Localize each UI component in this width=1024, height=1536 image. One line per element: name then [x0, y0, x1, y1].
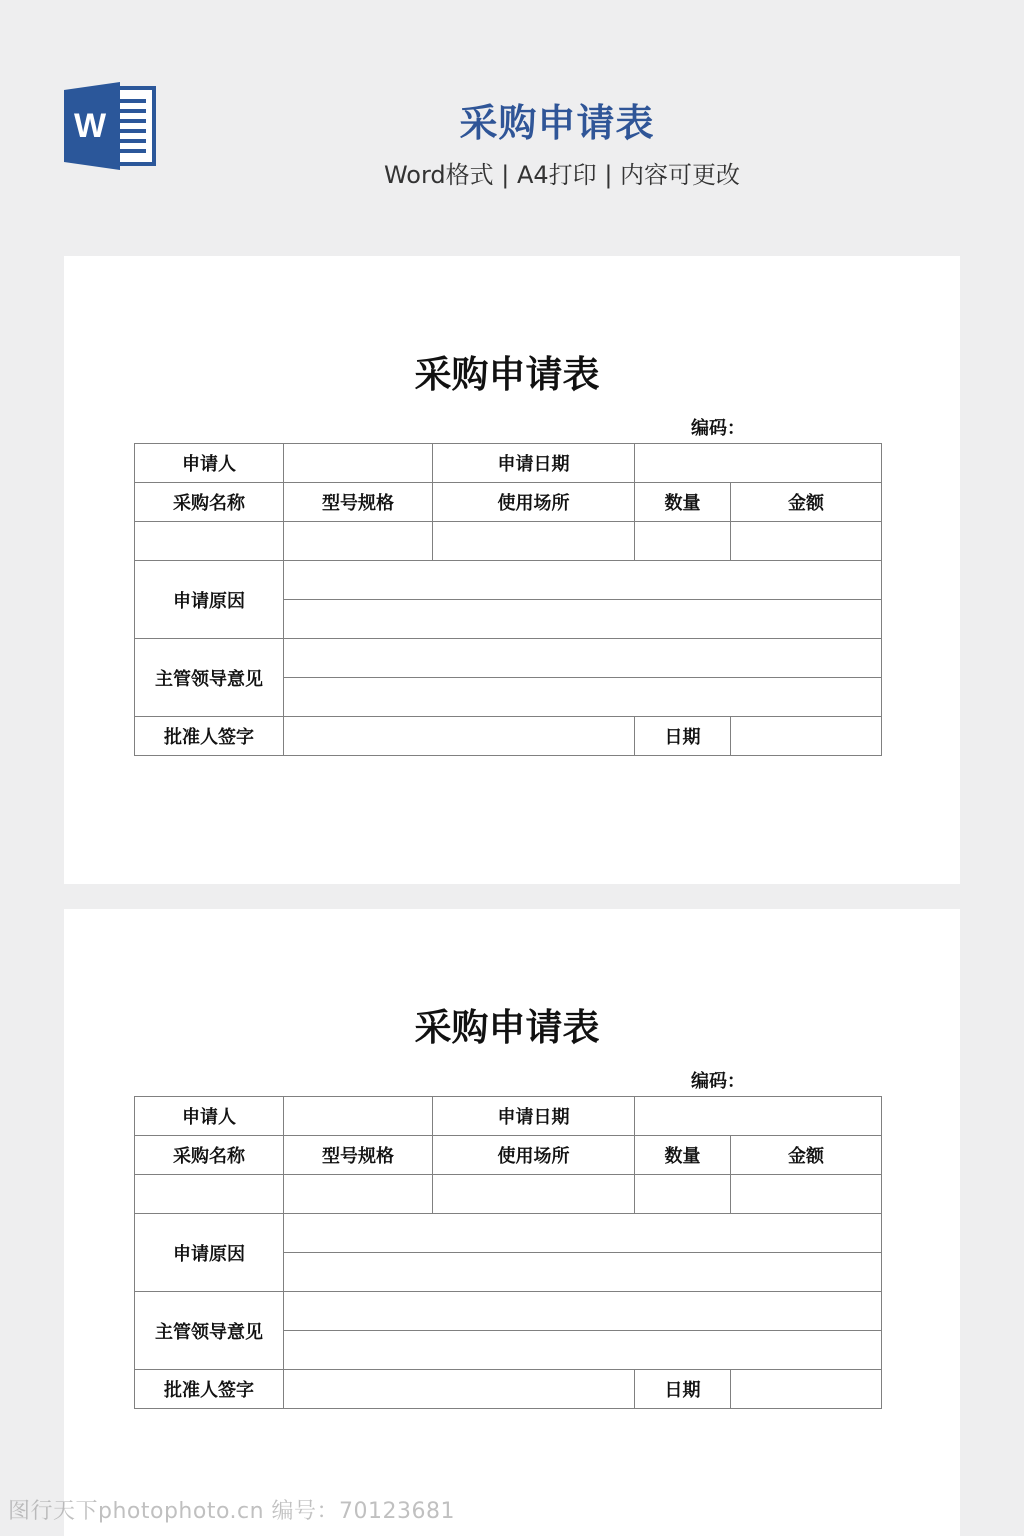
- table-row: [135, 1175, 882, 1214]
- reason-label: 申请原因: [135, 561, 284, 639]
- table-row: [135, 483, 882, 522]
- model-spec-field[interactable]: [284, 522, 433, 561]
- code-label: 编码：: [691, 1071, 745, 1092]
- amount-field[interactable]: [731, 522, 882, 561]
- page-subtitle: Word格式 | A4打印 | 内容可更改: [383, 161, 741, 189]
- table-row: [135, 1214, 882, 1253]
- document-page-2: [64, 909, 960, 1536]
- supervisor-opinion-field-line-1[interactable]: [284, 639, 882, 678]
- table-row: [135, 522, 882, 561]
- supervisor-opinion-field-line-1[interactable]: [284, 1292, 882, 1331]
- supervisor-opinion-label: 主管领导意见: [135, 639, 284, 717]
- reason-field-line-2[interactable]: [284, 600, 882, 639]
- approver-signature-label: 批准人签字: [135, 1370, 284, 1409]
- reason-field-line-1[interactable]: [284, 1214, 882, 1253]
- date-field[interactable]: [731, 717, 882, 756]
- date-label: 日期: [635, 1370, 731, 1409]
- supervisor-opinion-label: 主管领导意见: [135, 1292, 284, 1370]
- item-name-field[interactable]: [135, 1175, 284, 1214]
- quantity-header: 数量: [635, 1136, 731, 1175]
- quantity-field[interactable]: [635, 522, 731, 561]
- quantity-header: 数量: [635, 483, 731, 522]
- code-label: 编码：: [691, 418, 745, 439]
- table-row: [135, 1097, 882, 1136]
- apply-date-label: 申请日期: [433, 1097, 635, 1136]
- form-title: 采购申请表: [414, 353, 600, 396]
- approver-signature-label: 批准人签字: [135, 717, 284, 756]
- supervisor-opinion-field-line-2[interactable]: [284, 1331, 882, 1370]
- table-row: [135, 561, 882, 600]
- item-name-field[interactable]: [135, 522, 284, 561]
- approver-signature-field[interactable]: [284, 1370, 635, 1409]
- purchase-request-table: [134, 1096, 882, 1409]
- applicant-label: 申请人: [135, 1097, 284, 1136]
- word-logo-letter: W: [73, 107, 107, 145]
- table-row: [135, 1370, 882, 1409]
- apply-date-field[interactable]: [635, 444, 882, 483]
- table-row: [135, 1136, 882, 1175]
- table-row: [135, 639, 882, 678]
- amount-field[interactable]: [731, 1175, 882, 1214]
- applicant-field[interactable]: [284, 444, 433, 483]
- use-place-header: 使用场所: [433, 483, 635, 522]
- item-name-header: 采购名称: [135, 1136, 284, 1175]
- reason-field-line-2[interactable]: [284, 1253, 882, 1292]
- date-field[interactable]: [731, 1370, 882, 1409]
- reason-label: 申请原因: [135, 1214, 284, 1292]
- applicant-field[interactable]: [284, 1097, 433, 1136]
- quantity-field[interactable]: [635, 1175, 731, 1214]
- amount-header: 金额: [731, 1136, 882, 1175]
- model-spec-header: 型号规格: [284, 1136, 433, 1175]
- applicant-label: 申请人: [135, 444, 284, 483]
- document-page-1: [64, 256, 960, 884]
- form-title: 采购申请表: [414, 1006, 600, 1049]
- page-title: 采购申请表: [459, 101, 655, 145]
- purchase-request-table: [134, 443, 882, 756]
- use-place-field[interactable]: [433, 1175, 635, 1214]
- table-row: [135, 717, 882, 756]
- reason-field-line-1[interactable]: [284, 561, 882, 600]
- watermark: 图行天下photophoto.cn 编号：70123681: [8, 1499, 456, 1524]
- supervisor-opinion-field-line-2[interactable]: [284, 678, 882, 717]
- model-spec-field[interactable]: [284, 1175, 433, 1214]
- use-place-field[interactable]: [433, 522, 635, 561]
- date-label: 日期: [635, 717, 731, 756]
- model-spec-header: 型号规格: [284, 483, 433, 522]
- amount-header: 金额: [731, 483, 882, 522]
- table-row: [135, 1292, 882, 1331]
- use-place-header: 使用场所: [433, 1136, 635, 1175]
- item-name-header: 采购名称: [135, 483, 284, 522]
- apply-date-label: 申请日期: [433, 444, 635, 483]
- apply-date-field[interactable]: [635, 1097, 882, 1136]
- approver-signature-field[interactable]: [284, 717, 635, 756]
- table-row: [135, 444, 882, 483]
